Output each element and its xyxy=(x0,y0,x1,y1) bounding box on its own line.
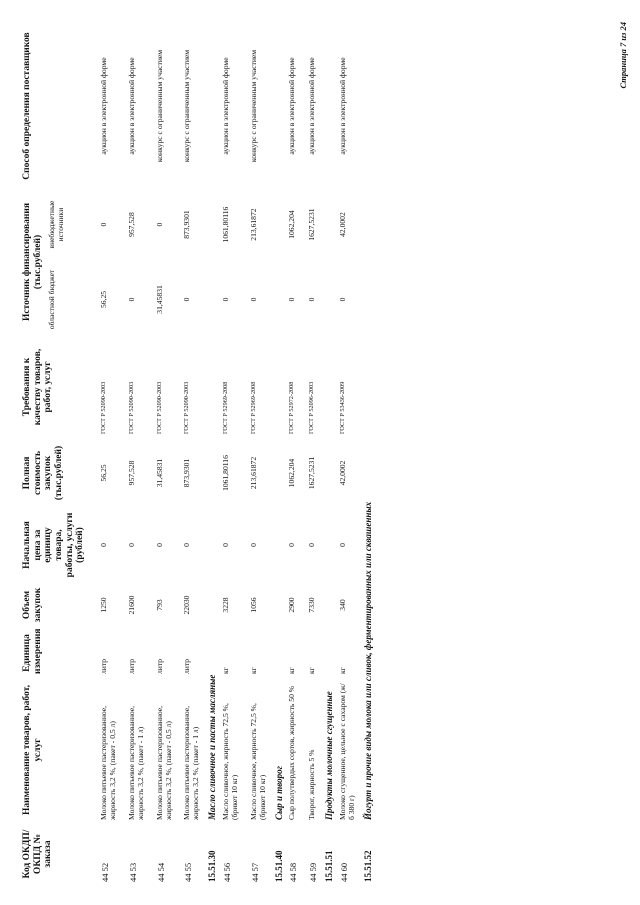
item-unit: литр xyxy=(98,658,108,674)
item-financing-extra: 1627,5231 xyxy=(307,208,317,241)
item-financing-extra: 213,61872 xyxy=(248,208,258,241)
item-financing-budget: 0 xyxy=(126,297,136,302)
group-title: Йогурт и прочие виды молока или сливок, ферментированных или сквашенных xyxy=(362,501,373,820)
item-unit: кг xyxy=(307,667,317,674)
item-financing-budget: 0 xyxy=(248,297,258,302)
header-volume: Объем закупок xyxy=(22,587,43,623)
item-financing-extra: 0 xyxy=(98,222,108,227)
item-financing xyxy=(335,187,363,337)
group-row xyxy=(324,25,335,885)
item-method: конкурс с ограниченным участием xyxy=(182,49,192,163)
item-unit: литр xyxy=(154,658,164,674)
item-volume: 7330 xyxy=(307,597,317,613)
item-financing-extra: 42,0002 xyxy=(338,212,348,237)
item-requirement: ГОСТ Р 52090-2003 xyxy=(183,381,191,434)
item-name: Молоко питьевое пастеризованное, жирность 3,2 %, (пакет - 1 л) xyxy=(182,705,201,820)
item-price: 0 xyxy=(182,543,192,547)
item-volume: 22030 xyxy=(182,595,192,615)
table-row xyxy=(335,25,363,885)
item-code: 44 57 xyxy=(249,862,260,882)
procurement-table xyxy=(22,25,374,885)
header-cost: Полная стоимость закупок (тыс.рублей) xyxy=(22,445,64,501)
item-financing xyxy=(96,187,124,337)
item-financing-extra: 0 xyxy=(154,222,164,227)
group-title: Масло сливочное и пасты масляные xyxy=(207,674,218,820)
item-financing-budget: 31,45831 xyxy=(154,285,164,314)
item-financing-budget: 0 xyxy=(338,297,348,302)
page-number: Страница 7 из 24 xyxy=(618,22,628,89)
item-method: аукцион в электронной форме xyxy=(220,57,230,155)
item-requirement: ГОСТ Р 52972-2008 xyxy=(288,381,296,434)
item-cost: 56,25 xyxy=(98,464,108,482)
item-price: 0 xyxy=(338,543,348,547)
item-financing-budget: 0 xyxy=(307,297,317,302)
item-name: Молоко сгущенное, цельное с сахаром (ж/б 380 г) xyxy=(338,683,356,820)
item-financing-budget: 0 xyxy=(220,297,230,302)
header-name: Наименование товаров, работ, услуг xyxy=(22,685,43,815)
item-method: конкурс с ограниченным участием xyxy=(154,49,164,163)
item-requirement: ГОСТ Р 53436-2009 xyxy=(339,381,347,434)
item-requirement: ГОСТ Р 52969-2008 xyxy=(249,381,257,434)
item-price: 0 xyxy=(220,543,230,547)
item-financing-extra: 957,528 xyxy=(126,212,136,237)
item-method: аукцион в электронной форме xyxy=(287,57,297,155)
item-method: аукцион в электронной форме xyxy=(338,57,348,155)
group-code: 15.51.52 xyxy=(362,850,373,882)
header-financing xyxy=(22,187,96,337)
item-cost: 1061,80116 xyxy=(220,455,230,491)
item-financing xyxy=(284,187,304,337)
item-financing-extra: 1061,80116 xyxy=(220,206,230,243)
item-requirement: ГОСТ Р 52090-2003 xyxy=(99,381,107,434)
item-price: 0 xyxy=(248,543,258,547)
group-title: Продукты молочные сгущенные xyxy=(324,691,335,820)
item-financing xyxy=(152,187,180,337)
item-unit: кг xyxy=(220,667,230,674)
item-name: Масло сливочное, жирность 72,5 %, (брикет 10 кг) xyxy=(220,703,239,820)
group-row xyxy=(363,25,374,885)
header-financing-extra: внебюджетные источники xyxy=(47,200,65,249)
item-code: 44 58 xyxy=(288,862,299,882)
item-financing-budget: 56,25 xyxy=(98,290,108,308)
item-method: аукцион в электронной форме xyxy=(307,57,317,155)
item-cost: 1627,5231 xyxy=(307,456,317,490)
item-volume: 3228 xyxy=(220,597,230,613)
header-code: Код ОКДП/ ОКПД № заказа xyxy=(22,829,54,879)
item-financing-extra: 1062,204 xyxy=(287,210,297,239)
item-price: 0 xyxy=(126,543,136,547)
item-unit: литр xyxy=(126,658,136,674)
item-unit: литр xyxy=(182,658,192,674)
item-cost: 1062,204 xyxy=(287,458,297,488)
item-name: Молоко питьевое пастеризованное, жирность 3,2 %, (пакет - 0,5 л) xyxy=(154,705,173,820)
header-financing-title: Источник финансирования (тыс.рублей) xyxy=(22,203,43,322)
item-code: 44 60 xyxy=(339,862,350,882)
item-code: 44 59 xyxy=(308,862,319,882)
item-requirement: ГОСТ Р 52090-2003 xyxy=(155,381,163,434)
item-code: 44 54 xyxy=(155,862,166,882)
item-volume: 1250 xyxy=(98,597,108,613)
group-title: Сыр и творог xyxy=(273,766,284,820)
table-row xyxy=(124,25,152,885)
item-financing xyxy=(179,187,207,337)
item-method: аукцион в электронной форме xyxy=(98,57,108,155)
item-price: 0 xyxy=(287,543,297,547)
header-price: Начальная цена за единицу товара, работы, услуги (рублей) xyxy=(22,512,86,578)
item-cost: 873,9301 xyxy=(182,458,192,488)
item-price: 0 xyxy=(98,543,108,547)
table-row xyxy=(304,25,324,885)
table-header-row xyxy=(22,25,96,885)
item-financing-extra: 873,9301 xyxy=(182,210,192,239)
item-financing xyxy=(124,187,152,337)
table-row xyxy=(246,25,274,885)
table-row xyxy=(152,25,180,885)
item-name: Сыр полутвердых сортов, жирность 50 % xyxy=(287,685,297,820)
item-unit: кг xyxy=(338,667,348,674)
item-unit: кг xyxy=(248,667,258,674)
item-name: Молоко питьевое пастеризованное, жирность 3,2 %, (пакет - 1 л) xyxy=(126,705,145,820)
item-code: 44 52 xyxy=(99,862,110,882)
item-price: 0 xyxy=(154,543,164,547)
header-requirements: Требования к качеству товаров, работ, услуг xyxy=(22,348,54,426)
group-row xyxy=(274,25,285,885)
item-financing xyxy=(304,187,324,337)
table-row xyxy=(284,25,304,885)
item-volume: 21600 xyxy=(126,595,136,615)
item-unit: кг xyxy=(287,667,297,674)
item-financing xyxy=(246,187,274,337)
item-financing-budget: 0 xyxy=(182,297,192,302)
group-code: 15.51.30 xyxy=(207,850,218,882)
item-volume: 1056 xyxy=(248,597,258,613)
table-row xyxy=(218,25,246,885)
group-code: 15.51.40 xyxy=(273,850,284,882)
item-method: конкурс с ограниченным участием xyxy=(248,49,258,163)
item-method: аукцион в электронной форме xyxy=(126,57,136,155)
header-method: Способ определения поставщиков xyxy=(22,32,32,180)
item-financing xyxy=(218,187,246,337)
table-row xyxy=(96,25,124,885)
item-cost: 42,0002 xyxy=(338,460,348,486)
item-financing-budget: 0 xyxy=(287,297,297,302)
item-name: Масло сливочное, жирность 72,5 %, (брикет 10 кг) xyxy=(248,703,267,820)
item-volume: 2900 xyxy=(287,597,297,613)
item-cost: 957,528 xyxy=(126,460,136,486)
group-code: 15.51.51 xyxy=(324,850,335,882)
item-volume: 793 xyxy=(154,599,164,611)
table-body xyxy=(96,25,374,885)
table-row xyxy=(179,25,207,885)
item-name: Молоко питьевое пастеризованное, жирность 3,2 %, (пакет - 0,5 л) xyxy=(98,705,117,820)
item-name: Творог, жирность 5 % xyxy=(307,749,317,820)
item-code: 44 55 xyxy=(183,862,194,882)
item-price: 0 xyxy=(307,543,317,547)
item-cost: 31,45831 xyxy=(154,458,164,488)
header-unit: Единица измерения xyxy=(22,628,43,674)
item-code: 44 56 xyxy=(221,862,232,882)
header-financing-budget: областной бюджет xyxy=(47,269,57,330)
group-row xyxy=(207,25,218,885)
item-requirement: ГОСТ Р 52096-2003 xyxy=(308,381,316,434)
item-requirement: ГОСТ Р 52090-2003 xyxy=(127,381,135,434)
item-code: 44 53 xyxy=(127,862,138,882)
item-requirement: ГОСТ Р 52969-2008 xyxy=(221,381,229,434)
item-volume: 340 xyxy=(338,599,348,611)
item-cost: 213,61872 xyxy=(248,456,258,490)
